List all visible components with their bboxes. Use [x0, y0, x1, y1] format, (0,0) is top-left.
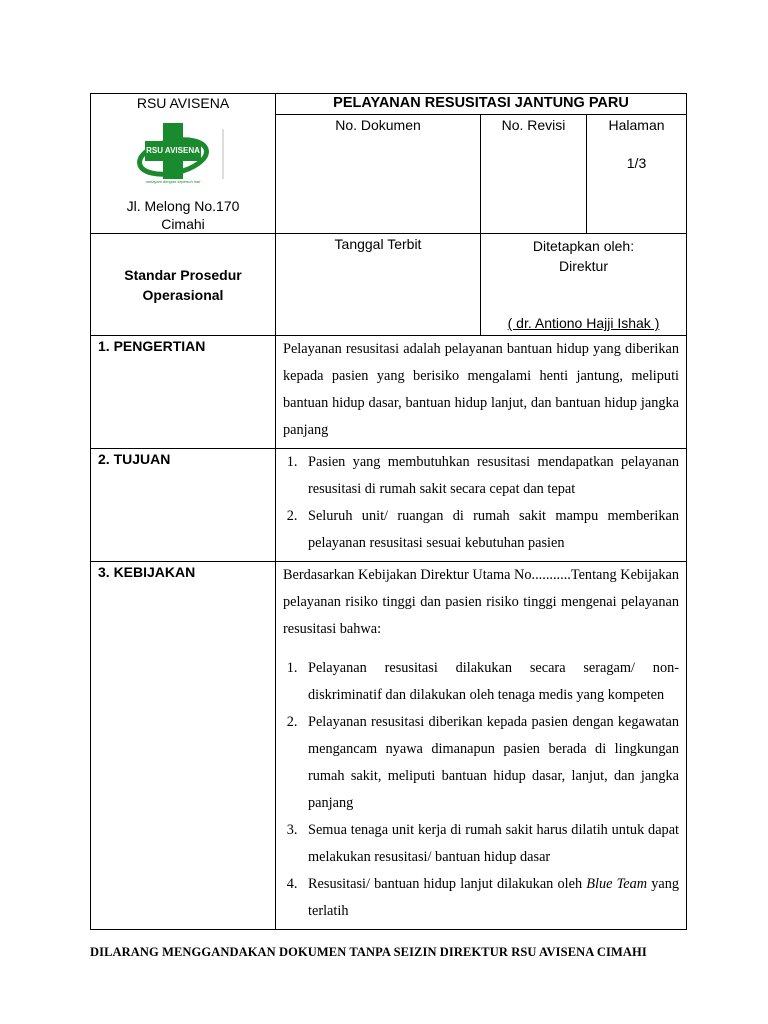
- hospital-logo-icon: [133, 117, 233, 191]
- sop-label-line-1: Standar Prosedur: [124, 266, 242, 283]
- section-label-tujuan: 2. TUJUAN: [91, 449, 276, 562]
- approval-cell: [481, 234, 687, 336]
- page-cell: [587, 115, 687, 234]
- section-content-kebijakan: [276, 562, 687, 930]
- section-content-tujuan: [276, 449, 687, 562]
- footer-notice: DILARANG MENGGANDAKAN DOKUMEN TANPA SEIZIN DIREKTUR RSU AVISENA CIMAHI: [90, 945, 647, 959]
- pengertian-text: Pelayanan resusitasi adalah pelayanan bantuan hidup yang diberikan kepada pasien yang berisiko mengalami henti jantung, meliputi bantuan hidup dasar, bantuan hidup lanjut, dan bantuan hidup jangka panjang: [283, 341, 680, 438]
- list-item: [301, 871, 679, 925]
- sop-document-table: [90, 93, 687, 930]
- hospital-logo: [133, 117, 233, 191]
- kebijakan-list: [283, 655, 679, 925]
- revision-number-cell: [481, 115, 587, 234]
- hospital-address: [91, 197, 275, 233]
- list-item: 3. Semua tenaga unit kerja di rumah sakit harus dilatih untuk dapat melakukan resusitasi/ bantuan hidup dasar: [301, 817, 679, 871]
- list-item: 2. Pelayanan resusitasi diberikan kepada pasien dengan kegawatan mengancam nyawa dimanapun pasien berada di lingkungan rumah sakit, meliputi bantuan hidup dasar, lanjut, dan jangka panjang: [301, 709, 679, 817]
- document-number-cell: [276, 115, 481, 234]
- sop-label-cell: [91, 234, 276, 336]
- document-number-label: No. Dokumen: [335, 117, 421, 134]
- revision-number-label: No. Revisi: [501, 117, 566, 134]
- section-content-pengertian: [276, 336, 687, 449]
- section-label-pengertian: 1. PENGERTIAN: [91, 336, 276, 449]
- issue-date-cell: [276, 234, 481, 336]
- section-label-kebijakan: 3. KEBIJAKAN: [91, 562, 276, 930]
- approver-name-text: ( dr. Antiono Hajji Ishak ): [507, 315, 660, 331]
- approver-name: [481, 313, 686, 333]
- hospital-name: RSU AVISENA: [136, 95, 230, 111]
- page-number: 1/3: [626, 155, 647, 172]
- logo-tagline: melayani dengan sepenuh hati: [145, 179, 201, 184]
- kebijakan-intro: Berdasarkan Kebijakan Direktur Utama No...........Tentang Kebijakan pelayanan risiko tinggi dan pasien risiko tinggi mengenai pelayanan resusitasi bahwa:: [283, 567, 680, 637]
- tujuan-list: [283, 449, 679, 557]
- sop-label-line-2: Operasional: [142, 286, 224, 303]
- page-label: Halaman: [608, 117, 665, 134]
- item4-prefix: Resusitasi/ bantuan hidup lanjut dilakukan oleh: [308, 876, 587, 892]
- list-item: 2. Seluruh unit/ ruangan di rumah sakit mampu memberikan pelayanan resusitasi sesuai kebutuhan pasien: [301, 503, 679, 557]
- item4-suffix: yang terlatih: [308, 876, 680, 919]
- document-title: PELAYANAN RESUSITASI JANTUNG PARU: [276, 94, 687, 115]
- hospital-identity-cell: [91, 94, 276, 234]
- list-item: 1. Pasien yang membutuhkan resusitasi mendapatkan pelayanan resusitasi di rumah sakit secara cepat dan tepat: [301, 449, 679, 503]
- approver-role: Direktur: [559, 258, 609, 274]
- logo-text: RSU AVISENA: [146, 146, 200, 155]
- list-item: 1. Pelayanan resusitasi dilakukan secara seragam/ non-diskriminatif dan dilakukan oleh tenaga medis yang kompeten: [301, 655, 679, 709]
- approved-by-label: Ditetapkan oleh:: [532, 238, 635, 254]
- issue-date-label: Tanggal Terbit: [334, 236, 422, 252]
- item4-emphasis: Blue Team: [586, 876, 648, 892]
- address-line-1: Jl. Melong No.170: [126, 198, 240, 214]
- address-line-2: Cimahi: [161, 216, 205, 232]
